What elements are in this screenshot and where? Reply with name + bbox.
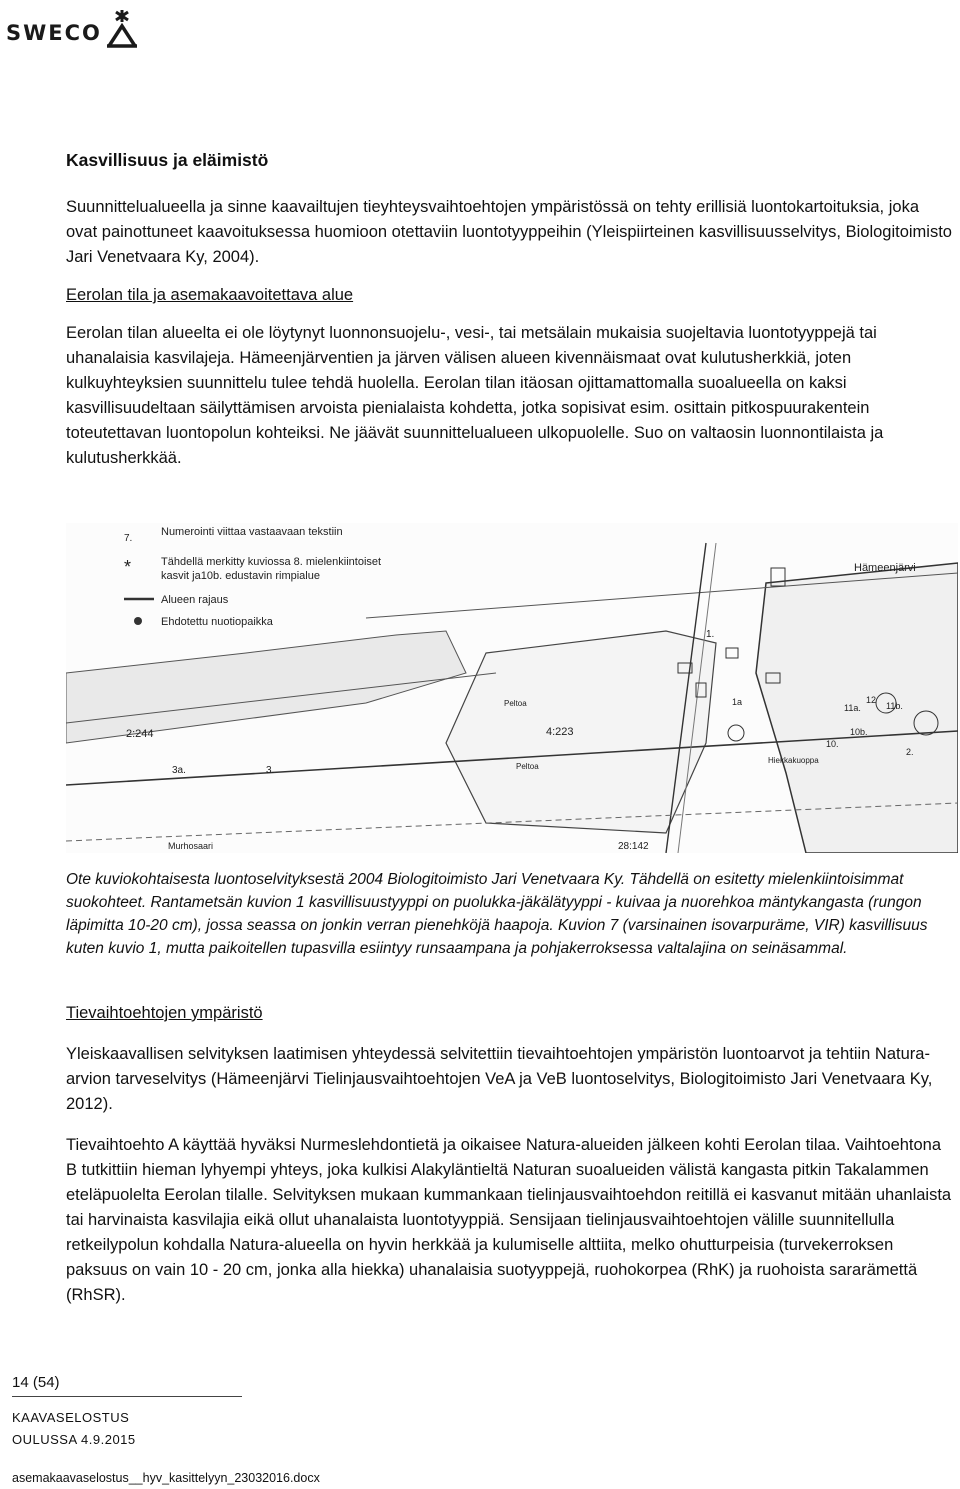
label-peltoa-1: Peltoa [504,699,527,708]
label-n2: 2. [906,747,914,757]
road-environment-paragraph-1: Yleiskaavallisen selvityksen laatimisen yhteydessä selvitettiin tievaihtoehtojen ympäristön luontoarvot ja tehtiin Natura-arvion tarveselvitys (Hämeenjärvi Tielinjausvaihtoehtojen VeA ja VeB luontoselvitys, Biologitoimisto Jari Venetvaara Ky, 2012). [66,1045,933,1113]
label-28-142: 28:142 [618,841,649,852]
label-n3b: 3. [266,765,275,776]
label-2-244: 2:244 [126,728,154,740]
section-vegetation [66,150,952,471]
label-n1: 1. [706,629,715,640]
eerola-subheading: Eerolan tila ja asemakaavoitettava alue [66,286,354,304]
sweco-logo [6,4,140,48]
label-murhosaari: Murhosaari [168,841,214,851]
document-filename: asemakaavaselostus__hyv_kasittelyyn_23032016.docx [12,1471,320,1485]
label-peltoa-2: Peltoa [516,762,539,771]
eerola-paragraph: Eerolan tilan alueelta ei ole löytynyt luonnonsuojelu-, vesi-, tai metsälain mukaisia suojeltavia luontotyyppejä tai uhanalaisia kasvilajeja. Hämeenjärventien ja järven välisen alueen kivennäismaat ovat kulutusherkkiä, joten kulkuyhteyksien suunnittelu tulee tehdä huolella. Eerolan tilan itäosan ojittamattomalla suoalueella on kaksi kasvillisuudeltaan säilyttämisen arvoista pienialaista kohdetta, jotka sopisivat esim. osittain pitkospuurakentein toteutettavan luontopolun kohteiksi. Ne jäävät suunnittelualueen ulkopuolelle. Suo on valtaosin luonnontilaista ja kulutusherkkää. [66,324,884,467]
legend-item2-symbol: * [124,557,132,577]
legend-campfire-symbol [134,617,142,625]
vegetation-intro-paragraph: Suunnittelualueella ja sinne kaavailtujen tieyhteysvaihtoehtojen ympäristössä on tehty erillisiä luontokartoituksia, joka ovat painottuneet kaavoituksessa huomioon otettaviin luontotyyppeihin (Yleispiirteinen kasvillisuusselvitys, Biologitoimisto Jari Venetvaara Ky, 2004). [66,198,952,266]
legend-item2-line2: kasvit ja10b. edustavin rimpialue [161,570,320,582]
footer-divider [12,1396,242,1397]
label-n3a: 3a. [172,765,186,776]
legend-item1-symbol: 7. [124,533,133,544]
map-field-area [446,631,716,833]
legend-item2-line1: Tähdellä merkitty kuviossa 8. mielenkiintoiset [161,556,382,568]
label-n11a: 11a. [844,703,861,713]
label-n10b: 10b. [850,727,868,737]
label-hameenjarvi: Hämeenjärvi [854,562,916,574]
legend-item1: Numerointi viittaa vastaavaan tekstiin [161,526,343,538]
label-n12: 12 [866,695,877,705]
section-road-environment [66,1001,952,1308]
legend-item4: Ehdotettu nuotiopaikka [161,616,273,628]
label-hiekkakuoppa: Hiekkakuoppa [768,756,819,765]
road-environment-paragraph-2: Tievaihtoehto A käyttää hyväksi Nurmeslehdontietä ja oikaisee Natura-alueiden jälkeen kohti Eerolan tilaa. Vaihtoehtona B tutkittiin hieman lyhyempi yhteys, joka kulkisi Alakyläntieltä Naturan suoalueiden välistä kangasta pitkin Takalammen eteläpuolelta Eerolan tilalle. Selvityksen mukaan kummankaan tielinjausvaihtoehdon reitillä ei kasvanut mitään uhanlaista tai harvinaista kasvilajia eikä ollut uhanalaista luontotyyppiä. Sensijaan tielinjausvaihtoehtojen välille suunnitellulla retkeilypolun kohdalla Natura-alueella on hyvin herkkää ja kulumiselle alttiita, melko ohutturpeisia (turvekerroksen paksuus on vain 10 - 20 cm, jonka alla hiekka) uhanalaisia suotyyppejä, ruohokorpea (RhK) ja ruohoista sararämettä (RhSR). [66,1136,952,1304]
vegetation-map-figure [66,523,958,853]
page-number: 14 (54) [12,1374,60,1391]
label-n1a: 1a [732,697,743,707]
sweco-star-logo-icon [104,8,140,48]
label-n10: 10. [826,739,839,749]
label-4-223: 4:223 [546,726,574,738]
logo-text: SWECO [6,21,102,45]
figure-caption: Ote kuviokohtaisesta luontoselvityksestä 2004 Biologitoimisto Jari Venetvaara Ky. Tähdellä on esitetty mielenkiintoisimmat suokohteet. Rantametsän kuvion 1 kasvillisuustyyppi on puolukka-jäkälätyyppi - kuivaa ja nuorehkoa mäntykangasta (rungon läpimitta 10-20 cm), jossa seassa on jonkin verran pienehköjä haapoja. Kuvion 7 (varsinainen isovarpuräme, VIR) kasvillisuus kuten kuvio 1, mutta paikoitellen tupasvilla esiintyy runsaampana ja pohjakerroksessa valtalajina on seinäsammal. [66,871,928,957]
section-heading: Kasvillisuus ja eläimistö [66,150,269,170]
road-environment-subheading: Tievaihtoehtojen ympäristö [66,1004,263,1022]
label-n11b: 11b. [886,701,903,711]
legend-item3: Alueen rajaus [161,594,229,606]
document-type: KAAVASELOSTUS [12,1410,130,1425]
document-date: OULUSSA 4.9.2015 [12,1432,136,1447]
